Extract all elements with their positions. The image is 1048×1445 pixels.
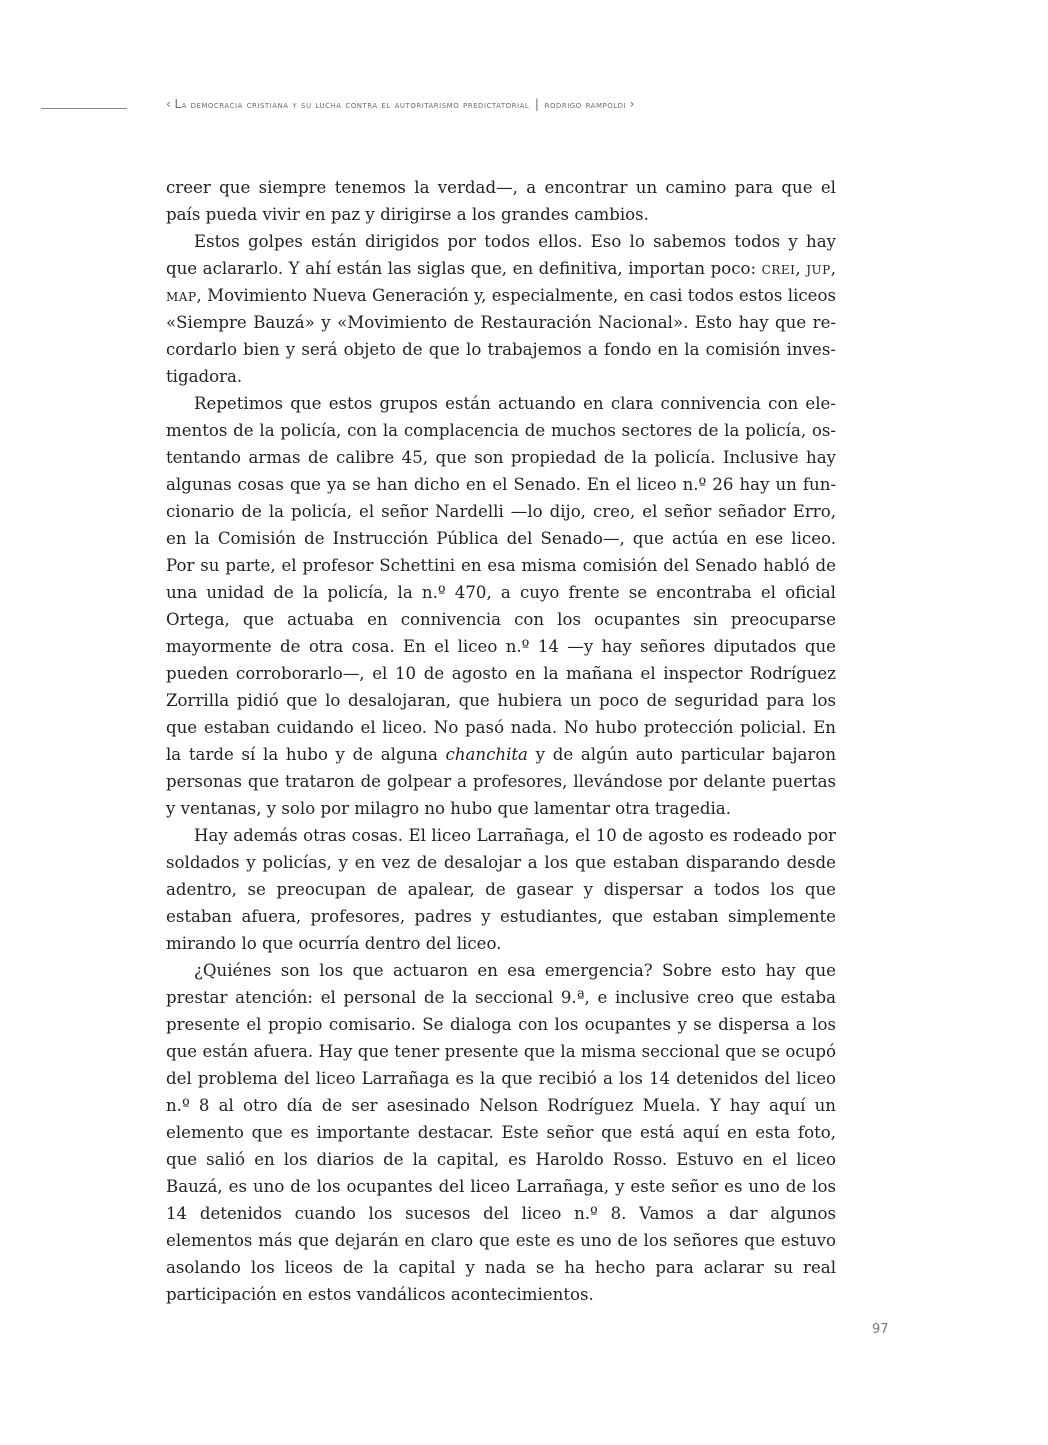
paragraph-3 [166, 390, 836, 822]
separator-comma: , [795, 259, 807, 278]
right-caret: › [629, 97, 635, 111]
header-rule [41, 108, 127, 109]
page-number: 97 [872, 1322, 889, 1337]
acronym-map: map [166, 286, 197, 305]
running-head-title-initial: L [174, 97, 182, 111]
paragraph-3-text-a: Repetimos que estos grupos están actuando en clara connivencia con elementos de la policía, con la complacencia de muchos sectores de la policía, ostentando armas de calibre 45, que son propiedad de la policía. Inclusive hay algunas cosas que ya se han dicho en el Senado. En el liceo n.º 26 hay un funcionario de la policía, el señor Nardelli —lo dijo, creo, el señor señador Erro, en la Comisión de Instrucción Pública del Senado—, que actúa en ese liceo. Por su parte, el profesor Schettini en esa misma comisión del Senado habló de una unidad de la policía, la n.º 470, a cuyo frente se encontraba el oficial Ortega, que actuaba en connivencia con los ocupantes sin preocuparse mayormente de otra cosa. En el liceo n.º 14 —y hay señores diputados que pueden corroborarlo—, el 10 de agosto en la mañana el inspector Rodríguez Zorrilla pidió que lo desalojaran, que hubiera un poco de seguridad para los que estaban cuidando el liceo. No pasó nada. No hubo protección policial. En la tarde sí la hubo y de alguna [166, 394, 836, 764]
paragraph-2-text-a: Estos golpes están dirigidos por todos ellos. Eso lo sabemos todos y hay que aclararlo. Y ahí están las siglas que, en definitiva, importan poco: [166, 232, 836, 278]
paragraph-2 [166, 228, 836, 390]
running-head-separator: | [534, 97, 540, 111]
paragraph-4: Hay además otras cosas. El liceo Larrañaga, el 10 de agosto es rodeado por soldados y policías, y en vez de desalojar a los que estaban disparando desde adentro, se preocupan de apalear, de gasear y dispersar a todos los que estaban afuera, profesores, padres y estudiantes, que estaban simplemente mirando lo que ocurría dentro del liceo. [166, 826, 836, 953]
paragraph-2-text-b: , Movimiento Nueva Generación y, especialmente, en casi todos estos liceos «Siempre Bauzá» y «Movimiento de Restauración Nacional». Esto hay que recordarlo bien y será objeto de que lo trabajemos a fondo en la comisión investigadora. [166, 286, 836, 386]
acronym-jup: jup [806, 259, 831, 278]
running-head-title: a democracia cristiana y su lucha contra el autoritarismo predictatorial [181, 99, 530, 111]
paragraph-3-text-b: y de algún auto particular bajaron personas que trataron de golpear a profesores, llevándose por delante puertas y ventanas, y solo por milagro no hubo que lamentar otra tragedia. [166, 745, 837, 818]
running-head-author: rodrigo rampoldi [544, 99, 627, 111]
body-text [166, 174, 836, 1308]
running-head [166, 97, 846, 111]
acronym-crei: crei [761, 259, 796, 278]
paragraph-1: creer que siempre tenemos la verdad—, a encontrar un camino para que el país pueda vivir en paz y dirigirse a los grandes cambios. [166, 178, 836, 224]
left-caret: ‹ [166, 97, 171, 111]
separator-comma: , [830, 259, 836, 278]
paragraph-5: ¿Quiénes son los que actuaron en esa emergencia? Sobre esto hay que prestar atención: el personal de la seccional 9.ª, e inclusive creo que estaba presente el propio comisario. Se dialoga con los ocupantes y se dispersa a los que están afuera. Hay que tener presente que la misma seccional que se ocupó del problema del liceo Larrañaga es la que recibió a los 14 detenidos del liceo n.º 8 al otro día de ser asesinado Nelson Rodríguez Muela. Y hay aquí un elemento que es importante destacar. Este señor que está aquí en esta foto, que salió en los diarios de la capital, es Haroldo Rosso. Estuvo en el liceo Bauzá, es uno de los ocupantes del liceo Larrañaga, y este señor es uno de los 14 detenidos cuando los sucesos del liceo n.º 8. Vamos a dar algunos elementos más que dejarán en claro que este es uno de los señores que estuvo asolando los liceos de la capital y nada se ha hecho para aclarar su real participación en estos vandálicos acontecimientos. [166, 961, 836, 1304]
italic-term: chanchita [445, 745, 528, 764]
